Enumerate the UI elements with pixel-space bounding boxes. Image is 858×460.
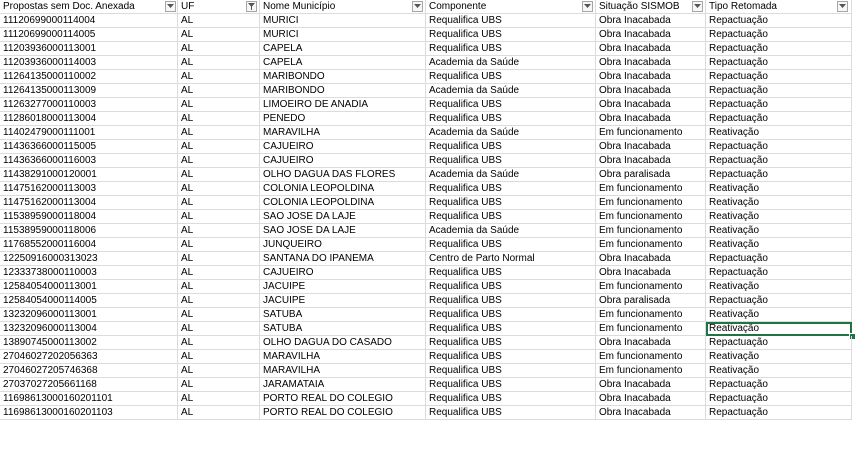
table-cell[interactable]: AL <box>178 70 260 84</box>
table-row <box>0 14 858 28</box>
table-row <box>0 84 858 98</box>
table-cell[interactable]: Centro de Parto Normal <box>426 252 596 266</box>
table-cell[interactable]: AL <box>178 28 260 42</box>
filter-dropdown-icon[interactable] <box>165 1 176 12</box>
table-cell[interactable]: PORTO REAL DO COLEGIO <box>260 392 426 406</box>
table-cell[interactable]: JACUIPE <box>260 280 426 294</box>
header-situacao-sismob[interactable] <box>596 0 706 14</box>
table-row <box>0 28 858 42</box>
table-cell[interactable]: Requalifica UBS <box>426 112 596 126</box>
table-cell[interactable]: Academia da Saúde <box>426 126 596 140</box>
table-row <box>0 98 858 112</box>
table-cell[interactable]: AL <box>178 378 260 392</box>
table-cell[interactable]: Requalifica UBS <box>426 378 596 392</box>
table-cell[interactable]: Repactuação <box>706 154 852 168</box>
table-cell[interactable]: Repactuação <box>706 252 852 266</box>
table-cell[interactable]: MARIBONDO <box>260 70 426 84</box>
table-cell[interactable]: AL <box>178 14 260 28</box>
header-nome-municipio[interactable] <box>260 0 426 14</box>
table-row <box>0 252 858 266</box>
table-cell[interactable]: Repactuação <box>706 266 852 280</box>
table-cell[interactable]: AL <box>178 98 260 112</box>
table-cell[interactable]: AL <box>178 322 260 336</box>
table-row <box>0 224 858 238</box>
table-cell[interactable]: Reativação <box>706 350 852 364</box>
table-cell[interactable]: Reativação <box>706 126 852 140</box>
table-cell[interactable]: Em funcionamento <box>596 350 706 364</box>
table-cell[interactable]: LIMOEIRO DE ANADIA <box>260 98 426 112</box>
table-cell[interactable]: SATUBA <box>260 308 426 322</box>
table-row <box>0 350 858 364</box>
table-row <box>0 182 858 196</box>
table-cell[interactable]: MARAVILHA <box>260 350 426 364</box>
header-label: UF <box>181 1 195 12</box>
table-cell[interactable]: Obra paralisada <box>596 168 706 182</box>
table-cell[interactable]: 11264135000113009 <box>0 84 178 98</box>
table-cell[interactable]: 27046027202056363 <box>0 350 178 364</box>
table-cell[interactable]: Repactuação <box>706 392 852 406</box>
table-cell[interactable]: Obra Inacabada <box>596 266 706 280</box>
table-row <box>0 406 858 420</box>
table-cell[interactable]: AL <box>178 154 260 168</box>
table-cell[interactable]: Obra Inacabada <box>596 28 706 42</box>
table-cell[interactable]: 12584054000114005 <box>0 294 178 308</box>
table-row <box>0 336 858 350</box>
table-row <box>0 266 858 280</box>
table-cell[interactable]: 27037027205661168 <box>0 378 178 392</box>
table-cell[interactable]: COLONIA LEOPOLDINA <box>260 196 426 210</box>
table-cell[interactable]: 11286018000113004 <box>0 112 178 126</box>
table-cell[interactable]: Requalifica UBS <box>426 294 596 308</box>
selected-cell[interactable]: Reativação <box>706 322 852 336</box>
table-cell[interactable]: AL <box>178 336 260 350</box>
table-cell[interactable]: SATUBA <box>260 322 426 336</box>
header-label: Tipo Retomada <box>709 1 777 12</box>
table-cell[interactable]: Repactuação <box>706 378 852 392</box>
table-cell[interactable]: Obra Inacabada <box>596 140 706 154</box>
header-componente[interactable] <box>426 0 596 14</box>
table-cell[interactable]: Em funcionamento <box>596 280 706 294</box>
table-row <box>0 70 858 84</box>
table-cell[interactable]: AL <box>178 42 260 56</box>
table-cell[interactable]: SAO JOSE DA LAJE <box>260 224 426 238</box>
table-cell[interactable]: AL <box>178 252 260 266</box>
table-cell[interactable]: Repactuação <box>706 336 852 350</box>
table-cell[interactable]: AL <box>178 84 260 98</box>
table-cell[interactable]: MARAVILHA <box>260 126 426 140</box>
table-row <box>0 322 858 336</box>
table-cell[interactable]: Obra Inacabada <box>596 392 706 406</box>
table-cell[interactable]: AL <box>178 364 260 378</box>
table-cell[interactable]: 11698613000160201101 <box>0 392 178 406</box>
table-cell[interactable]: PENEDO <box>260 112 426 126</box>
table-cell[interactable]: Reativação <box>706 280 852 294</box>
table-cell[interactable]: 11203936000114003 <box>0 56 178 70</box>
table-cell[interactable]: AL <box>178 196 260 210</box>
table-cell[interactable]: AL <box>178 140 260 154</box>
table-cell[interactable]: MARIBONDO <box>260 84 426 98</box>
table-cell[interactable]: 11264135000110002 <box>0 70 178 84</box>
table-cell[interactable]: SAO JOSE DA LAJE <box>260 210 426 224</box>
table-cell[interactable]: Obra Inacabada <box>596 336 706 350</box>
table-cell[interactable]: CAPELA <box>260 56 426 70</box>
table-cell[interactable]: Repactuação <box>706 70 852 84</box>
table-cell[interactable]: Obra Inacabada <box>596 112 706 126</box>
table-cell[interactable]: Academia da Saúde <box>426 224 596 238</box>
table-cell[interactable]: AL <box>178 280 260 294</box>
table-row <box>0 42 858 56</box>
table-cell[interactable]: Requalifica UBS <box>426 70 596 84</box>
table-cell[interactable]: 27046027205746368 <box>0 364 178 378</box>
table-cell[interactable]: Reativação <box>706 308 852 322</box>
filter-dropdown-icon[interactable] <box>412 1 423 12</box>
table-cell[interactable]: AL <box>178 210 260 224</box>
table-cell[interactable]: Em funcionamento <box>596 364 706 378</box>
table-cell[interactable]: Requalifica UBS <box>426 364 596 378</box>
table-cell[interactable]: MARAVILHA <box>260 364 426 378</box>
table-cell[interactable]: Obra Inacabada <box>596 42 706 56</box>
table-cell[interactable]: Obra Inacabada <box>596 70 706 84</box>
table-cell[interactable]: AL <box>178 406 260 420</box>
table-cell[interactable]: OLHO DAGUA DAS FLORES <box>260 168 426 182</box>
table-cell[interactable]: 11768552000116004 <box>0 238 178 252</box>
table-cell[interactable]: Repactuação <box>706 406 852 420</box>
table-row <box>0 392 858 406</box>
table-cell[interactable]: AL <box>178 182 260 196</box>
table-cell[interactable]: Requalifica UBS <box>426 28 596 42</box>
header-row <box>0 0 858 14</box>
table-cell[interactable]: Repactuação <box>706 28 852 42</box>
table-cell[interactable]: Repactuação <box>706 98 852 112</box>
table-cell[interactable]: Repactuação <box>706 294 852 308</box>
table-cell[interactable]: AL <box>178 308 260 322</box>
table-cell[interactable]: 13232096000113001 <box>0 308 178 322</box>
table-cell[interactable]: 12584054000113001 <box>0 280 178 294</box>
table-cell[interactable]: Obra Inacabada <box>596 154 706 168</box>
table-cell[interactable]: AL <box>178 350 260 364</box>
table-cell[interactable]: Em funcionamento <box>596 182 706 196</box>
table-cell[interactable]: Academia da Saúde <box>426 168 596 182</box>
table-cell[interactable]: Em funcionamento <box>596 196 706 210</box>
table-cell[interactable]: 11698613000160201103 <box>0 406 178 420</box>
table-cell[interactable]: Reativação <box>706 182 852 196</box>
table-cell[interactable]: COLONIA LEOPOLDINA <box>260 182 426 196</box>
header-label: Nome Município <box>263 1 336 12</box>
table-row <box>0 154 858 168</box>
table-cell[interactable]: Requalifica UBS <box>426 154 596 168</box>
table-cell[interactable]: JACUIPE <box>260 294 426 308</box>
table-cell[interactable]: Reativação <box>706 196 852 210</box>
table-cell[interactable]: Requalifica UBS <box>426 280 596 294</box>
header-label: Propostas sem Doc. Anexada <box>3 1 135 12</box>
table-cell[interactable]: 13232096000113004 <box>0 322 178 336</box>
table-cell[interactable]: JUNQUEIRO <box>260 238 426 252</box>
table-cell[interactable]: AL <box>178 126 260 140</box>
header-propostas[interactable] <box>0 0 178 14</box>
table-cell[interactable]: Obra Inacabada <box>596 406 706 420</box>
table-cell[interactable]: 11438291000120001 <box>0 168 178 182</box>
table-row <box>0 196 858 210</box>
table-cell[interactable]: Repactuação <box>706 42 852 56</box>
table-row <box>0 364 858 378</box>
table-cell[interactable]: SANTANA DO IPANEMA <box>260 252 426 266</box>
table-row <box>0 168 858 182</box>
table-cell[interactable]: Obra paralisada <box>596 294 706 308</box>
table-cell[interactable]: AL <box>178 266 260 280</box>
table-cell[interactable]: MURICI <box>260 14 426 28</box>
table-cell[interactable]: Repactuação <box>706 14 852 28</box>
table-cell[interactable]: Reativação <box>706 364 852 378</box>
table-cell[interactable]: 12250916000313023 <box>0 252 178 266</box>
table-cell[interactable]: Reativação <box>706 224 852 238</box>
table-row <box>0 210 858 224</box>
table-cell[interactable]: Requalifica UBS <box>426 392 596 406</box>
table-cell[interactable]: Requalifica UBS <box>426 308 596 322</box>
table-cell[interactable]: 11538959000118004 <box>0 210 178 224</box>
table-cell[interactable]: CAPELA <box>260 42 426 56</box>
table-cell[interactable]: CAJUEIRO <box>260 154 426 168</box>
table-cell[interactable]: Em funcionamento <box>596 308 706 322</box>
header-label: Situação SISMOB <box>599 1 680 12</box>
table-cell[interactable]: AL <box>178 168 260 182</box>
table-cell[interactable]: Requalifica UBS <box>426 322 596 336</box>
table-cell[interactable]: AL <box>178 238 260 252</box>
table-cell[interactable]: AL <box>178 224 260 238</box>
table-cell[interactable]: Requalifica UBS <box>426 350 596 364</box>
header-uf[interactable] <box>178 0 260 14</box>
table-cell[interactable]: AL <box>178 56 260 70</box>
table-cell[interactable]: OLHO DAGUA DO CASADO <box>260 336 426 350</box>
table-row <box>0 56 858 70</box>
table-cell[interactable]: Requalifica UBS <box>426 238 596 252</box>
table-row <box>0 308 858 322</box>
table-cell[interactable]: Requalifica UBS <box>426 182 596 196</box>
table-cell[interactable]: AL <box>178 294 260 308</box>
table-cell[interactable]: 13890745000113002 <box>0 336 178 350</box>
table-row <box>0 126 858 140</box>
table-cell[interactable]: Reativação <box>706 238 852 252</box>
filter-dropdown-icon[interactable] <box>692 1 703 12</box>
table-cell[interactable]: 11203936000113001 <box>0 42 178 56</box>
table-cell[interactable]: 11436366000115005 <box>0 140 178 154</box>
table-cell[interactable]: Requalifica UBS <box>426 14 596 28</box>
table-cell[interactable]: CAJUEIRO <box>260 266 426 280</box>
header-label: Componente <box>429 1 487 12</box>
table-row <box>0 378 858 392</box>
table-cell[interactable]: 11436366000116003 <box>0 154 178 168</box>
table-cell[interactable]: Obra Inacabada <box>596 98 706 112</box>
table-cell[interactable]: Requalifica UBS <box>426 210 596 224</box>
table-cell[interactable]: Repactuação <box>706 168 852 182</box>
table-cell[interactable]: Obra Inacabada <box>596 56 706 70</box>
table-cell[interactable]: CAJUEIRO <box>260 140 426 154</box>
table-cell[interactable]: Obra Inacabada <box>596 14 706 28</box>
table-cell[interactable]: Obra Inacabada <box>596 378 706 392</box>
filter-active-icon[interactable] <box>246 1 257 12</box>
table-cell[interactable]: 11475162000113003 <box>0 182 178 196</box>
table-cell[interactable]: 11402479000111001 <box>0 126 178 140</box>
table-cell[interactable]: Em funcionamento <box>596 238 706 252</box>
table-cell[interactable]: 11538959000118006 <box>0 224 178 238</box>
table-cell[interactable]: 11475162000113004 <box>0 196 178 210</box>
table-cell[interactable]: MURICI <box>260 28 426 42</box>
table-cell[interactable]: Repactuação <box>706 112 852 126</box>
table-cell[interactable]: Repactuação <box>706 140 852 154</box>
table-cell[interactable]: Requalifica UBS <box>426 406 596 420</box>
table-cell[interactable]: Repactuação <box>706 56 852 70</box>
table-cell[interactable]: Em funcionamento <box>596 224 706 238</box>
table-cell[interactable]: 12333738000110003 <box>0 266 178 280</box>
table-cell[interactable]: Obra Inacabada <box>596 84 706 98</box>
table-row <box>0 140 858 154</box>
table-cell[interactable]: AL <box>178 392 260 406</box>
filter-dropdown-icon[interactable] <box>582 1 593 12</box>
filter-dropdown-icon[interactable] <box>837 1 848 12</box>
table-cell[interactable]: Requalifica UBS <box>426 140 596 154</box>
table-cell[interactable]: Em funcionamento <box>596 126 706 140</box>
table-cell[interactable]: Repactuação <box>706 84 852 98</box>
table-cell[interactable]: 11263277000110003 <box>0 98 178 112</box>
table-cell[interactable]: AL <box>178 112 260 126</box>
table-row <box>0 238 858 252</box>
table-cell[interactable]: Academia da Saúde <box>426 84 596 98</box>
table-cell[interactable]: Requalifica UBS <box>426 42 596 56</box>
table-cell[interactable]: Requalifica UBS <box>426 196 596 210</box>
table-row <box>0 294 858 308</box>
table-cell[interactable]: Requalifica UBS <box>426 266 596 280</box>
table-row <box>0 280 858 294</box>
table-cell[interactable]: PORTO REAL DO COLEGIO <box>260 406 426 420</box>
table-cell[interactable]: Requalifica UBS <box>426 98 596 112</box>
table-cell[interactable]: Em funcionamento <box>596 322 706 336</box>
table-cell[interactable]: Obra Inacabada <box>596 252 706 266</box>
table-row <box>0 112 858 126</box>
table-cell[interactable]: Requalifica UBS <box>426 336 596 350</box>
table-cell[interactable]: 11120699000114004 <box>0 14 178 28</box>
table-cell[interactable]: 11120699000114005 <box>0 28 178 42</box>
table-cell[interactable]: Reativação <box>706 210 852 224</box>
header-tipo-retomada[interactable] <box>706 0 852 14</box>
table-cell[interactable]: JARAMATAIA <box>260 378 426 392</box>
table-cell[interactable]: Em funcionamento <box>596 210 706 224</box>
table-cell[interactable]: Academia da Saúde <box>426 56 596 70</box>
